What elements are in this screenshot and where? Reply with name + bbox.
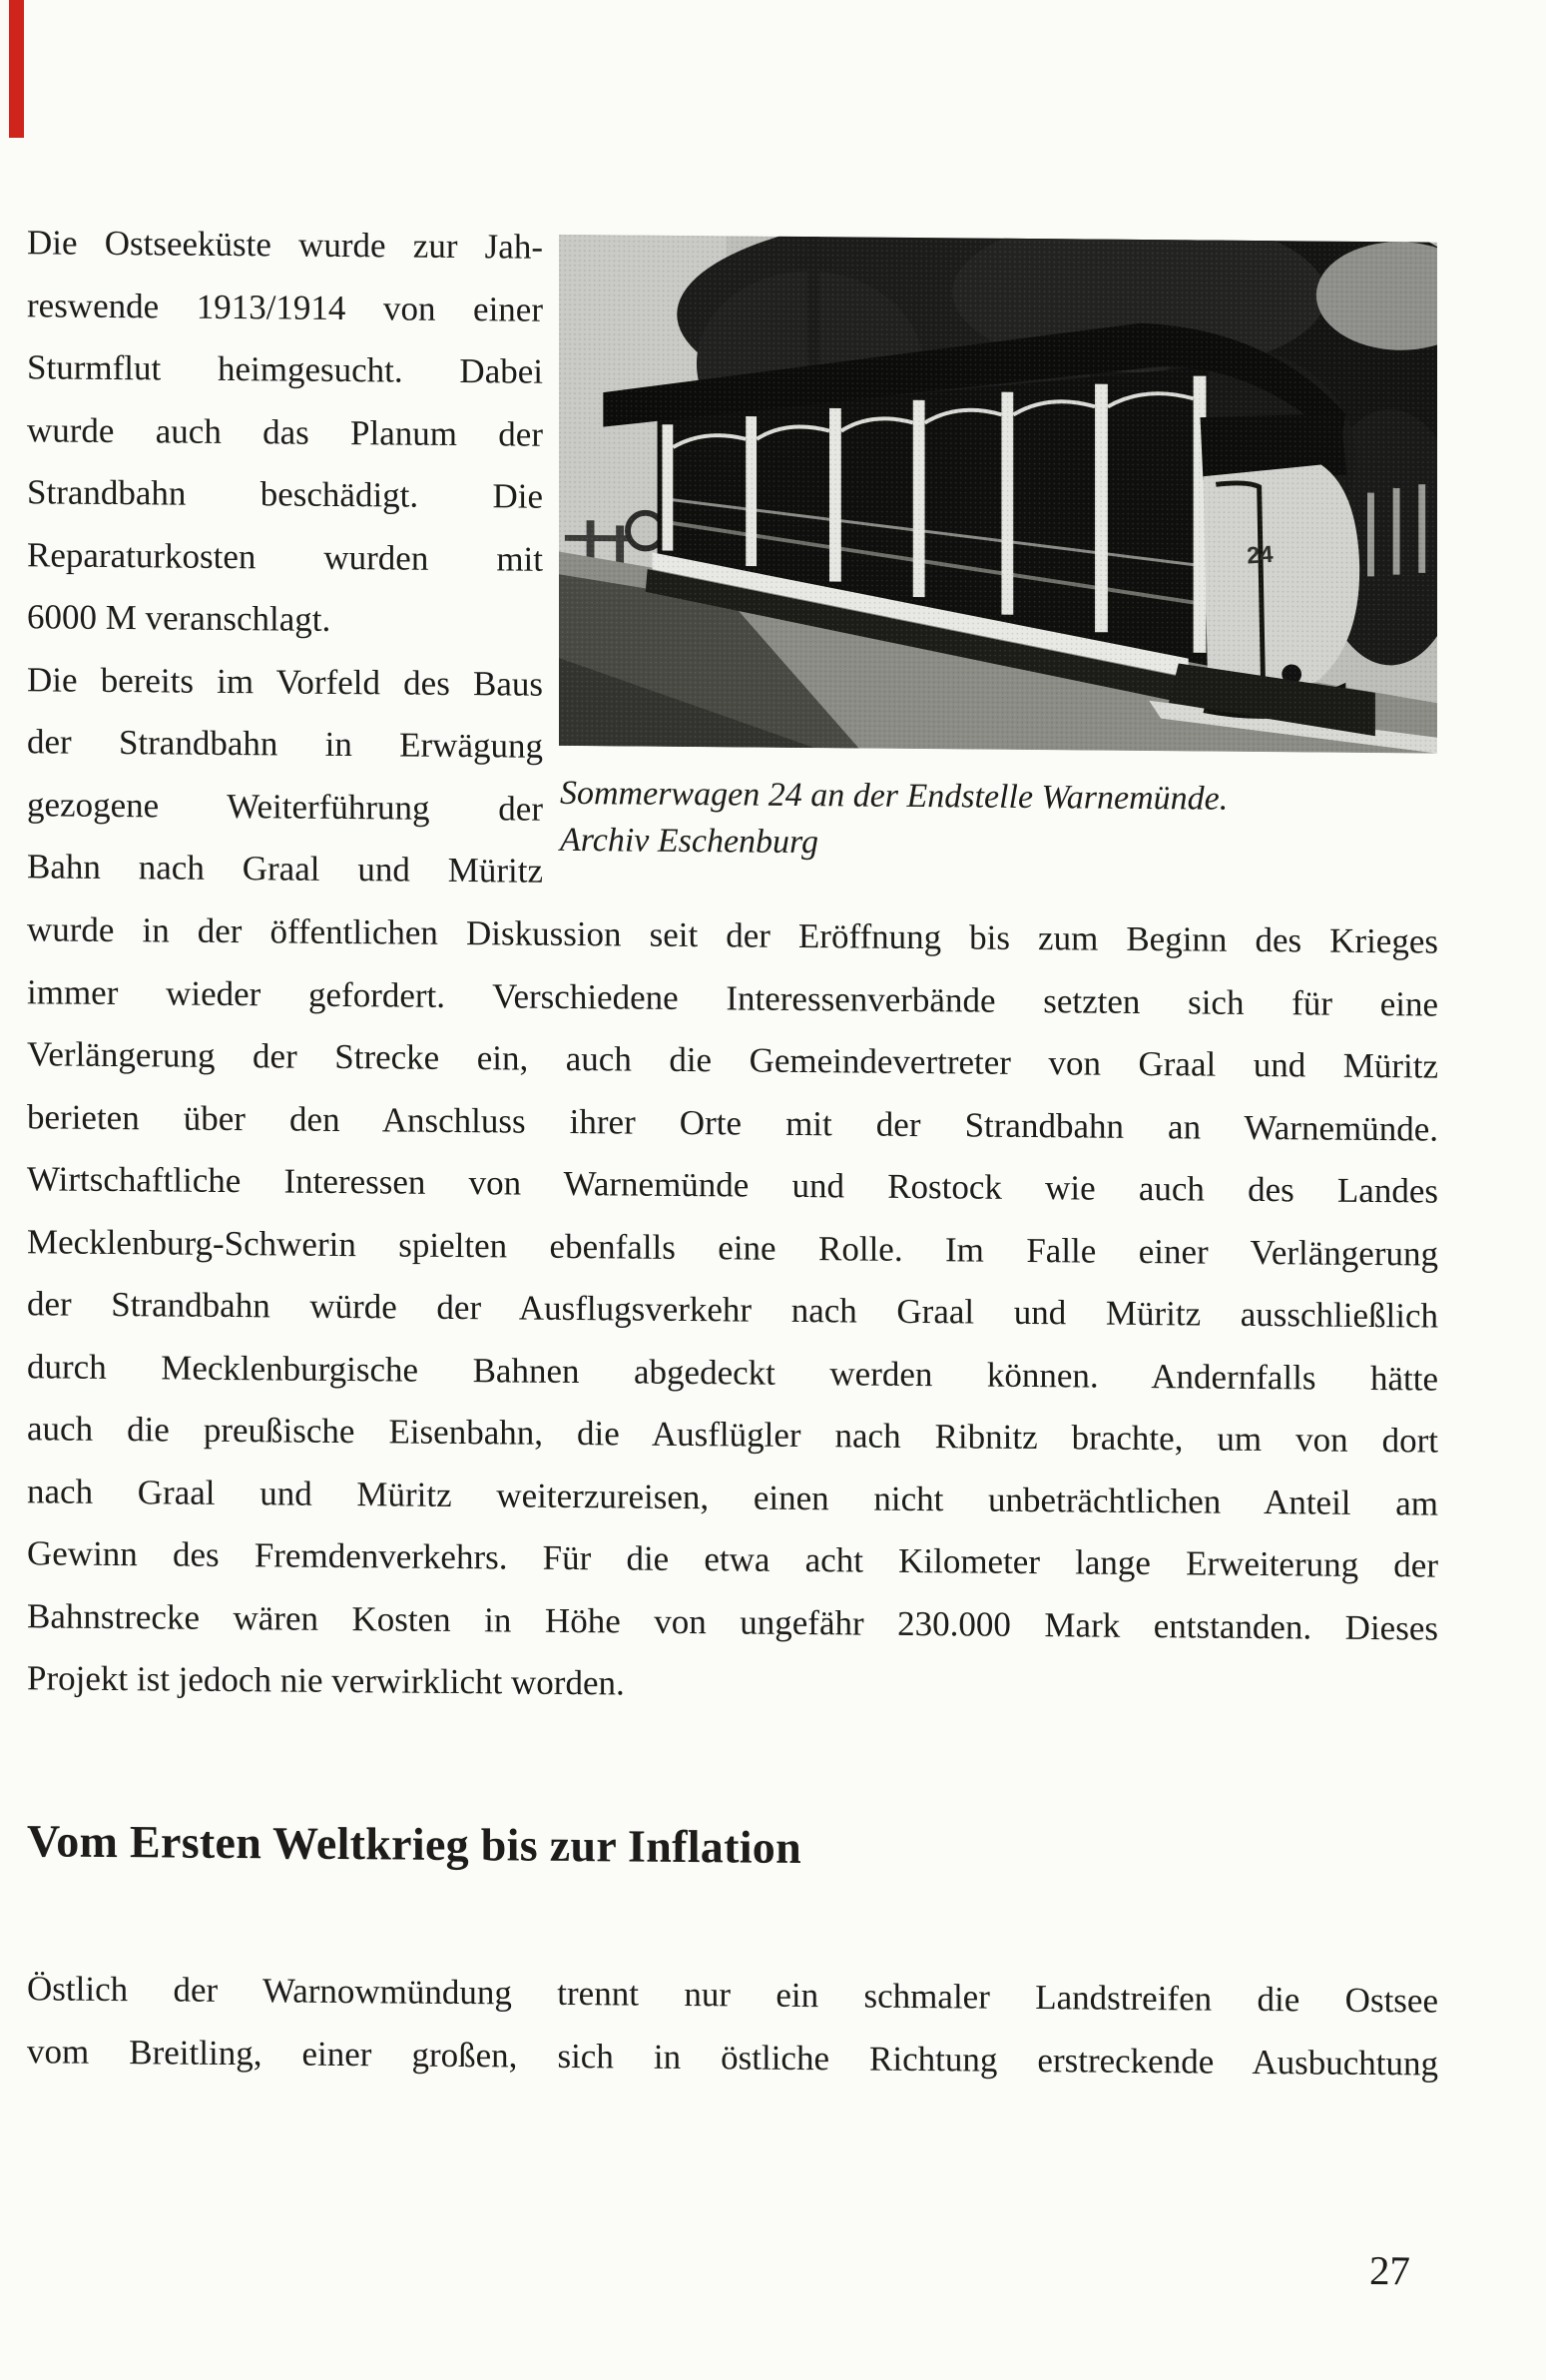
- halftone-overlay: [559, 235, 1437, 754]
- text-line: Sturmflut heimgesucht. Dabei: [27, 347, 543, 391]
- text-line: Wirtschaftliche Interessen von Warnemünde und Rostock wie auch des Landes: [27, 1159, 1438, 1211]
- section-heading: Vom Ersten Weltkrieg bis zur Inflation: [27, 1815, 801, 1874]
- text-line: reswende 1913/1914 von einer: [27, 285, 543, 329]
- text-line: gezogene Weiterführung der: [27, 784, 543, 829]
- body-paragraph: [27, 898, 1438, 1722]
- text-line: immer wieder gefordert. Verschiedene Interessenverbände setzten sich für eine: [27, 971, 1438, 1024]
- text-line: wurde auch das Planum der: [27, 409, 543, 454]
- text-line: Strandbahn beschädigt. Die: [27, 472, 543, 516]
- text-line: wurde in der öffentlichen Diskussion seit der Eröffnung bis zum Beginn des Krieges: [27, 909, 1438, 961]
- second-paragraph: [27, 1958, 1438, 2094]
- text-line: vom Breitling, einer großen, sich in östliche Richtung erstreckende Ausbuchtung: [27, 2031, 1438, 2083]
- text-line: der Strandbahn würde der Ausflugsverkehr nach Graal und Müritz ausschließlich: [27, 1284, 1438, 1336]
- caption-line: Sommerwagen 24 an der Endstelle Warnemünde.: [560, 774, 1229, 818]
- tram-photo-figure: [559, 235, 1437, 862]
- text-line: Bahnstrecke wären Kosten in Höhe von ungefähr 230.000 Mark entstanden. Dieses: [27, 1595, 1438, 1648]
- text-line: Östlich der Warnowmündung trennt nur ein schmaler Landstreifen die Ostsee: [27, 1969, 1438, 2021]
- text-line: auch die preußische Eisenbahn, die Ausflügler nach Ribnitz brachte, um von dort: [27, 1409, 1438, 1461]
- text-line: Die bereits im Vorfeld des Baus: [27, 659, 543, 704]
- intro-column: [27, 212, 543, 902]
- photo-caption: [560, 770, 1318, 871]
- text-line: Gewinn des Fremdenverkehrs. Für die etwa acht Kilometer lange Erweiterung der: [27, 1533, 1438, 1585]
- text-line: Bahn nach Graal und Müritz: [27, 847, 543, 891]
- text-line: der Strandbahn in Erwägung: [27, 722, 543, 766]
- text-line: durch Mecklenburgische Bahnen abgedeckt werden können. Andernfalls hätte: [27, 1346, 1438, 1399]
- text-line: Mecklenburg-Schwerin spielten ebenfalls eine Rolle. Im Falle einer Verlängerung: [27, 1221, 1438, 1274]
- text-line: berieten über den Anschluss ihrer Orte mit der Strandbahn an Warnemünde.: [27, 1096, 1438, 1149]
- text-line: Projekt ist jedoch nie verwirklicht worden.: [27, 1658, 625, 1703]
- text-line: nach Graal und Müritz weiterzureisen, einen nicht unbeträchtlichen Anteil am: [27, 1471, 1438, 1523]
- text-line: Verlängerung der Strecke ein, auch die Gemeindevertreter von Graal und Müritz: [27, 1034, 1438, 1086]
- text-line: 6000 M veranschlagt.: [27, 597, 331, 639]
- caption-line: Archiv Eschenburg: [560, 821, 819, 862]
- page-number: 27: [1369, 2246, 1410, 2294]
- text-line: Reparaturkosten wurden mit: [27, 534, 543, 579]
- tram-photo: [559, 235, 1437, 754]
- text-line: Die Ostseeküste wurde zur Jah-: [27, 223, 543, 267]
